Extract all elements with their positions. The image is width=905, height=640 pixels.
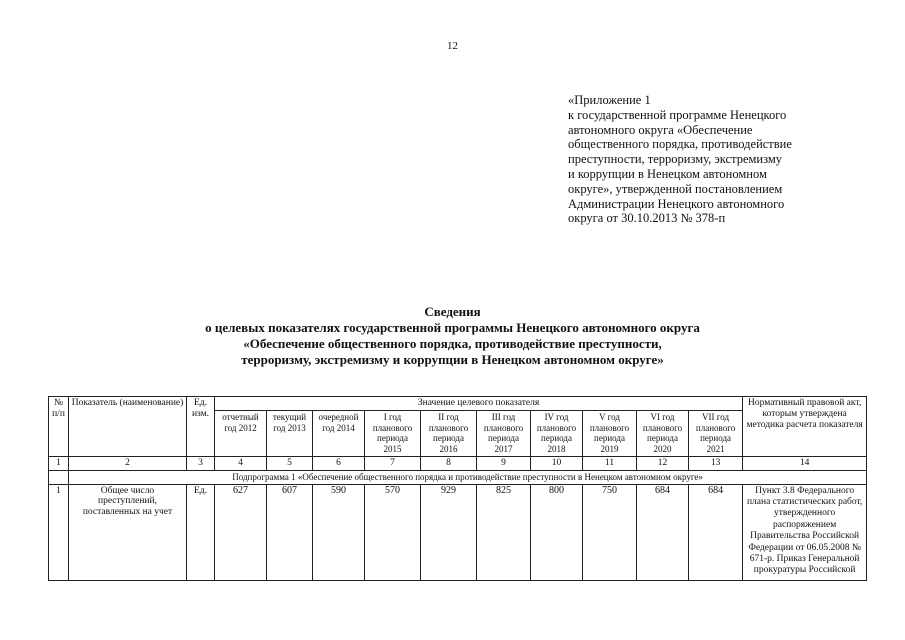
column-number: 5 — [267, 456, 313, 470]
header-unit: Ед. изм. — [187, 397, 215, 457]
appendix-line: и коррупции в Ненецком автономном — [568, 166, 767, 181]
column-number: 10 — [531, 456, 583, 470]
column-number: 13 — [689, 456, 743, 470]
document-title — [0, 304, 905, 368]
header-year: I год планового периода 2015 — [365, 410, 421, 456]
subprogram-title: Подпрограмма 1 «Обеспечение общественного порядка и противодействие преступности в Ненецком автономном округе» — [69, 470, 867, 484]
column-number: 6 — [313, 456, 365, 470]
appendix-line: Администрации Ненецкого автономного — [568, 196, 785, 211]
header-indicator: Показатель (наименование) — [69, 397, 187, 457]
appendix-line: автономного округа «Обеспечение — [568, 122, 753, 137]
title-line: терроризму, экстремизму и коррупции в Ненецком автономном округе» — [241, 352, 664, 367]
appendix-line: округа от 30.10.2013 № 378-п — [568, 211, 726, 226]
row-value: 800 — [531, 484, 583, 580]
column-number: 3 — [187, 456, 215, 470]
title-line: о целевых показателях государственной программы Ненецкого автономного округа — [205, 320, 700, 335]
header-year: VII год планового периода 2021 — [689, 410, 743, 456]
column-number: 11 — [583, 456, 637, 470]
header-year: V год планового периода 2019 — [583, 410, 637, 456]
row-value: 825 — [477, 484, 531, 580]
row-value: 684 — [637, 484, 689, 580]
appendix-line: общественного порядка, противодействие — [568, 137, 792, 152]
header-num: № п/п — [49, 397, 69, 457]
page-number: 12 — [447, 40, 458, 52]
row-value: 929 — [421, 484, 477, 580]
indicators-table — [48, 396, 867, 581]
row-unit: Ед. — [187, 484, 215, 580]
column-number: 12 — [637, 456, 689, 470]
header-year: II год планового периода 2016 — [421, 410, 477, 456]
row-num: 1 — [49, 484, 69, 580]
column-number: 8 — [421, 456, 477, 470]
header-row — [49, 397, 867, 411]
subprogram-spacer — [49, 470, 69, 484]
header-year: очередной год 2014 — [313, 410, 365, 456]
header-year: IV год планового периода 2018 — [531, 410, 583, 456]
row-value: 750 — [583, 484, 637, 580]
header-year: отчетный год 2012 — [215, 410, 267, 456]
row-value: 684 — [689, 484, 743, 580]
row-value: 590 — [313, 484, 365, 580]
row-normative-act: Пункт 3.8 Федерального плана статистических работ, утвержденного распоряжением Правительства Российской Федерации от 06.05.2008 № 671-р. Приказ Генеральной прокуратуры Российской — [743, 484, 867, 580]
title-line: Сведения — [424, 304, 481, 319]
header-year: VI год планового периода 2020 — [637, 410, 689, 456]
column-number-row — [49, 456, 867, 470]
row-value: 627 — [215, 484, 267, 580]
appendix-line: «Приложение 1 — [568, 93, 651, 107]
column-number: 9 — [477, 456, 531, 470]
header-year: III год планового периода 2017 — [477, 410, 531, 456]
column-number: 14 — [743, 456, 867, 470]
appendix-line: преступности, терроризму, экстремизму — [568, 152, 783, 167]
subprogram-row — [49, 470, 867, 484]
row-value: 607 — [267, 484, 313, 580]
appendix-line: округе», утвержденной постановлением — [568, 181, 783, 196]
row-indicator-name: Общее число преступлений, поставленных на учет — [69, 484, 187, 580]
header-normative: Нормативный правовой акт, которым утверждена методика расчета показателя — [743, 397, 867, 457]
header-year: текущий год 2013 — [267, 410, 313, 456]
row-value: 570 — [365, 484, 421, 580]
column-number: 1 — [49, 456, 69, 470]
title-line: «Обеспечение общественного порядка, противодействие преступности, — [243, 336, 662, 351]
appendix-note — [568, 93, 868, 226]
column-number: 2 — [69, 456, 187, 470]
column-number: 4 — [215, 456, 267, 470]
column-number: 7 — [365, 456, 421, 470]
appendix-line: к государственной программе Ненецкого — [568, 107, 787, 122]
header-value-group: Значение целевого показателя — [215, 397, 743, 411]
table-row — [49, 484, 867, 580]
